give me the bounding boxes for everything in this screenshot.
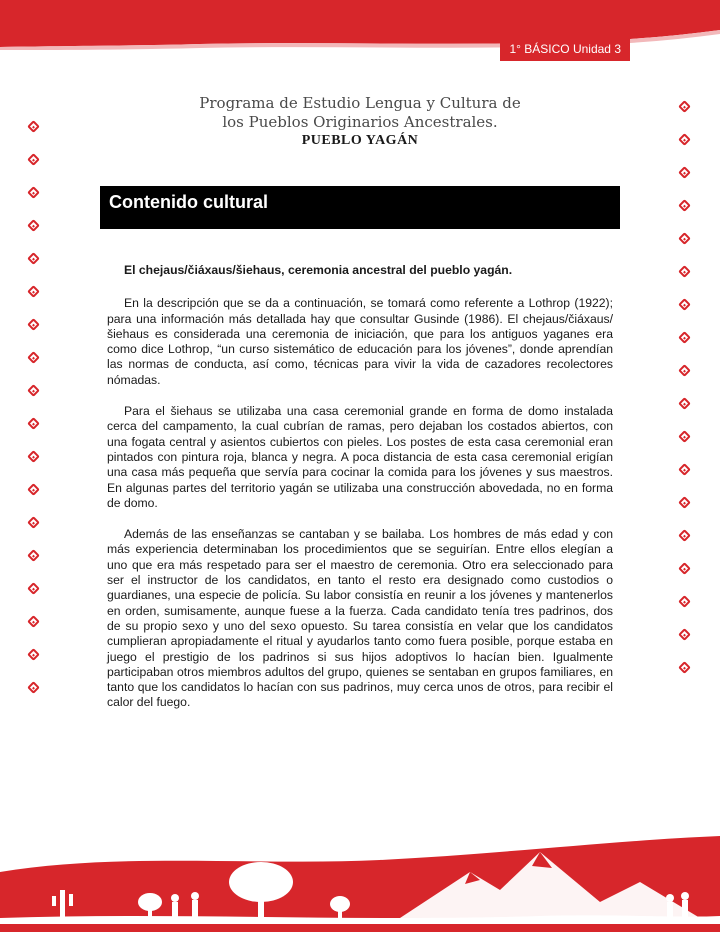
diamond-ornament-icon [27,648,40,661]
program-title-line-2: los Pueblos Originarios Ancestrales. [222,113,498,131]
content-heading: El chejaus/čiáxaus/šiehaus, ceremonia ancestral del pueblo yagán. [124,263,513,277]
diamond-ornament-icon [27,153,40,166]
diamond-ornament-icon [27,483,40,496]
content-paragraph: Además de las enseñanzas se cantaban y se bailaba. Los hombres de más edad y con más experiencia determinaban los procedimientos que se seguirían. Entre ellos elegían a uno que era más respetado para ser el maestro de ceremonia. Otro era seleccionado para ser el instructor de los candidatos, en tanto el resto era designado como custodios o guardianes, una especie de policía. Su labor consistía en reunir a los jóvenes y mantenerlos en orden, sumisamente, aunque fuese a la fuerza. Cada candidato tenía tres padrinos, dos de su propio sexo y uno del sexo opuesto. Su tarea consistía en velar que los candidatos cumplieran apropiadamente el ritual y ayudarlos tanto como fuera posible, porque estaba en juego el prestigio de los padrinos si sus hijos adoptivos lo hacían bien. Igualmente participaban otros miembros adultos del grupo, quienes se sentaban en grupos familiares, en tanto que los candidatos lo hacían con sus padrinos, muy cerca unos de otros, para recibir el calor del fuego. [107,527,613,710]
content-paragraph: Para el šiehaus se utilizaba una casa ceremonial grande en forma de domo instalada cerca del campamento, la cual cubrían de ramas, pero dejaban los costados abiertos, con una fogata central y asientos cubiertos con pieles. Los postes de esta casa ceremonial eran pintados con pintura roja, blanca y negra. A poca distancia de esta casa ceremonial erigían una casa más pequeña que servía para cocinar la comida para los jóvenes y sus maestros. En algunas partes del territorio yagán se utilizaba una construcción abovedada, no en forma de domo. [107,404,613,510]
diamond-ornament-icon [27,186,40,199]
diamond-ornament-icon [678,166,691,179]
diamond-ornament-icon [678,331,691,344]
diamond-ornament-icon [678,562,691,575]
program-title-line-1: Programa de Estudio Lengua y Cultura de [199,94,521,112]
unit-tab: 1° BÁSICO Unidad 3 [500,38,630,61]
diamond-ornament-icon [678,199,691,212]
diamond-ornament-icon [678,298,691,311]
program-header [0,94,720,150]
diamond-ornament-icon [27,615,40,628]
diamond-ornament-icon [27,549,40,562]
diamond-ornament-icon [27,417,40,430]
diamond-ornament-icon [27,582,40,595]
diamond-ornament-icon [27,450,40,463]
diamond-ornament-icon [27,219,40,232]
diamond-ornament-icon [27,384,40,397]
diamond-ornament-icon [27,252,40,265]
bottom-landscape-band [0,832,720,932]
diamond-ornament-icon [678,232,691,245]
section-title-bar [100,186,620,229]
diamond-ornament-icon [678,430,691,443]
diamond-ornament-icon [678,496,691,509]
people-name: PUEBLO YAGÁN [301,133,419,148]
diamond-ornament-icon [27,285,40,298]
section-title: Contenido cultural [109,192,268,212]
diamond-ornament-icon [678,529,691,542]
diamond-ornament-icon [678,463,691,476]
diamond-ornament-icon [678,364,691,377]
diamond-ornament-icon [678,595,691,608]
diamond-ornament-icon [678,265,691,278]
cultural-content [107,263,613,727]
diamond-ornament-icon [27,681,40,694]
content-paragraph: En la descripción que se da a continuación, se tomará como referente a Lothrop (1922); para una información más detallada hay que consultar Gusinde (1986). El chejaus/čiáxaus/šiehaus es considerada una ceremonia de iniciación, que para los antiguos yaganes era como dice Lothrop, “un curso sistemático de educación para los jóvenes”, donde aprendían las normas de conducta, así como, técnicas para vivir la vida de cazadores recolectores nómadas. [107,296,613,387]
diamond-ornament-icon [27,318,40,331]
diamond-ornament-icon [27,516,40,529]
diamond-ornament-icon [27,351,40,364]
diamond-ornament-icon [678,628,691,641]
diamond-ornament-icon [678,661,691,674]
diamond-ornament-icon [678,397,691,410]
